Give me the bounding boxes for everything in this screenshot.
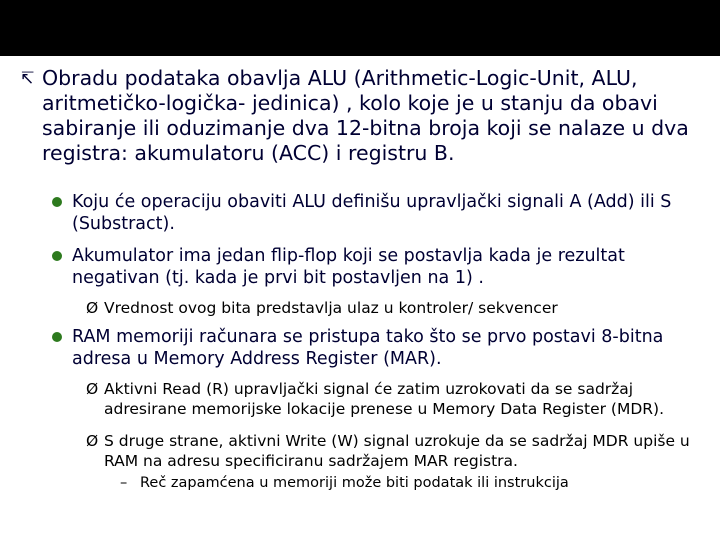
arrow-point-text: Aktivni Read (R) upravljački signal će zatim uzrokovati da se sadržaj adresirane memorijske lokacije prenese u Memory Data Register (MDR). [104,380,664,418]
top-bar [0,0,720,56]
sub-point-text: Koju će operaciju obaviti ALU definišu upravljački signali A (Add) ili S (Substract). [72,192,672,234]
main-point-marker: ↸ [20,69,35,89]
arrow-point-text: S druge strane, aktivni Write (W) signal uzrokuje da se sadržaj MDR upiše u RAM na adresu specificiranu sadržajem MAR registra. [104,432,690,470]
sub-point-text: RAM memoriji računara se pristupa tako što se prvo postavi 8-bitna adresa u Memory Address Register (MAR). [72,327,664,369]
dash-point-text: Reč zapamćena u memoriji može biti podatak ili instrukcija [140,475,569,491]
bullet-dot [52,197,62,207]
sub-point-text: Akumulator ima jedan flip-flop koji se postavlja kada je rezultat negativan (tj. kada je prvi bit postavljen na 1) . [72,246,625,288]
dash-marker: – [120,475,128,491]
slide-body [0,56,720,540]
main-point-text: Obradu podataka obavlja ALU (Arithmetic-Logic-Unit, ALU, aritmetičko-logička- jedinica) , kolo koje je u stanju da obavi sabiranje ili oduzimanje dva 12-bitna broja koji se nalaze u dva registra: akumulatoru (ACC) i registru B. [42,66,689,165]
arrow-marker: Ø [86,299,99,317]
arrow-marker: Ø [86,380,99,398]
arrow-point-text: Vrednost ovog bita predstavlja ulaz u kontroler/ sekvencer [104,299,558,317]
bullet-dot [52,332,62,342]
bullet-dot [52,251,62,261]
arrow-marker: Ø [86,432,99,450]
